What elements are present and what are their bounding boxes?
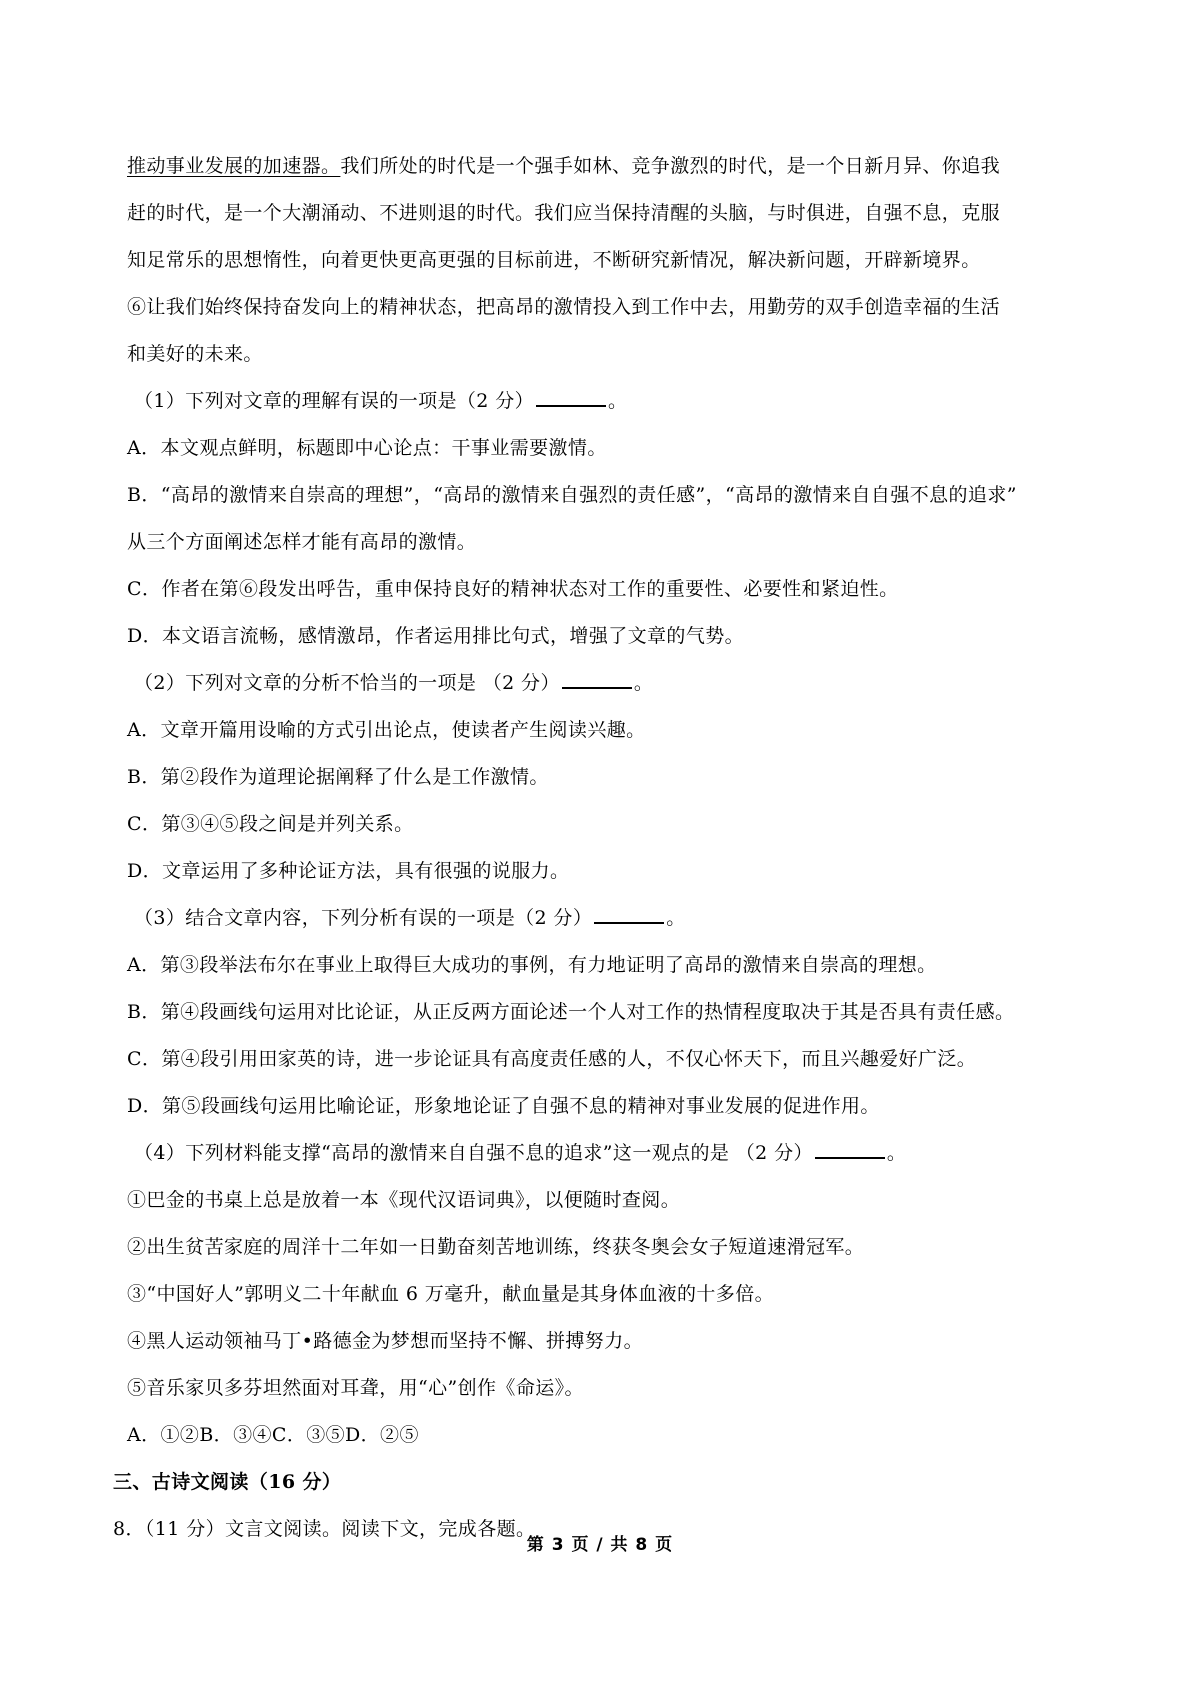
q3-option-b: B．第④段画线句运用对比论证，从正反两方面论述一个人对工作的热情程度取决于其是否具有责任感。 (127, 1001, 1015, 1023)
section-heading: 三、古诗文阅读（16 分） (113, 1471, 342, 1493)
page-content (113, 143, 1097, 1553)
q3-option-c: C．第④段引用田家英的诗，进一步论证具有高度责任感的人，不仅心怀天下，而且兴趣爱好广泛。 (127, 1048, 977, 1070)
question-4-stem: （4）下列材料能支撑“高昂的激情来自自强不息的追求”这一观点的是 （2 分） 。 (127, 1130, 1097, 1177)
question-1-stem: （1）下列对文章的理解有误的一项是（2 分） 。 (127, 378, 1097, 425)
answer-blank[interactable] (536, 387, 606, 407)
q1-option-b-line1: B．“高昂的激情来自崇高的理想”，“高昂的激情来自强烈的责任感”，“高昂的激情来自自强不息的追求” (127, 484, 1017, 506)
q4-material-1: ①巴金的书桌上总是放着一本《现代汉语词典》，以便随时查阅。 (127, 1189, 681, 1211)
q3-option-d: D．第⑤段画线句运用比喻论证，形象地论证了自强不息的精神对事业发展的促进作用。 (127, 1095, 880, 1117)
question-8-intro: 8．（11 分）文言文阅读。阅读下文，完成各题。 (113, 1518, 536, 1540)
answer-blank[interactable] (815, 1139, 885, 1159)
underlined-sentence: 推动事业发展的加速器。 (127, 155, 341, 177)
question-2-stem: （2）下列对文章的分析不恰当的一项是 （2 分） 。 (127, 660, 1097, 707)
page-footer: 第 3 页 / 共 8 页 (526, 1535, 674, 1555)
q1-option-b-line2: 从三个方面阐述怎样才能有高昂的激情。 (127, 531, 477, 553)
passage-p6-line1: ⑥让我们始终保持奋发向上的精神状态，把高昂的激情投入到工作中去，用勤劳的双手创造幸福的生活 (127, 296, 1001, 318)
q4-material-5: ⑤音乐家贝多芬坦然面对耳聋，用“心”创作《命运》。 (127, 1377, 584, 1399)
answer-blank[interactable] (562, 669, 632, 689)
passage-p5-line3: 知足常乐的思想惰性，向着更快更高更强的目标前进，不断研究新情况，解决新问题，开辟新境界。 (127, 249, 981, 271)
q2-option-b: B．第②段作为道理论据阐释了什么是工作激情。 (127, 766, 549, 788)
passage-p5-line2: 赶的时代，是一个大潮涌动、不进则退的时代。我们应当保持清醒的头脑，与时俱进，自强不息，克服 (127, 202, 1001, 224)
q4-options: A．①②B．③④C．③⑤D．②⑤ (127, 1424, 419, 1446)
q4-material-3: ③“中国好人”郭明义二十年献血 6 万毫升，献血量是其身体血液的十多倍。 (127, 1283, 774, 1305)
passage-p6-line2: 和美好的未来。 (127, 343, 263, 365)
q2-option-c: C．第③④⑤段之间是并列关系。 (127, 813, 414, 835)
q1-option-d: D．本文语言流畅，感情激昂，作者运用排比句式，增强了文章的气势。 (127, 625, 745, 647)
q4-material-2: ②出生贫苦家庭的周洋十二年如一日勤奋刻苦地训练，终获冬奥会女子短道速滑冠军。 (127, 1236, 865, 1258)
q2-option-d: D．文章运用了多种论证方法，具有很强的说服力。 (127, 860, 570, 882)
question-3-stem: （3）结合文章内容，下列分析有误的一项是（2 分） 。 (127, 895, 1097, 942)
q2-option-a: A．文章开篇用设喻的方式引出论点，使读者产生阅读兴趣。 (127, 719, 646, 741)
answer-blank[interactable] (594, 904, 664, 924)
q3-option-a: A．第③段举法布尔在事业上取得巨大成功的事例，有力地证明了高昂的激情来自崇高的理想。 (127, 954, 937, 976)
q1-option-c: C．作者在第⑥段发出呼告，重申保持良好的精神状态对工作的重要性、必要性和紧迫性。 (127, 578, 899, 600)
passage-p5-line1: 推动事业发展的加速器。我们所处的时代是一个强手如林、竞争激烈的时代，是一个日新月异、你追我 (127, 155, 1001, 177)
q1-option-a: A．本文观点鲜明，标题即中心论点：干事业需要激情。 (127, 437, 607, 459)
q4-material-4: ④黑人运动领袖马丁•路德金为梦想而坚持不懈、拼搏努力。 (127, 1330, 644, 1352)
